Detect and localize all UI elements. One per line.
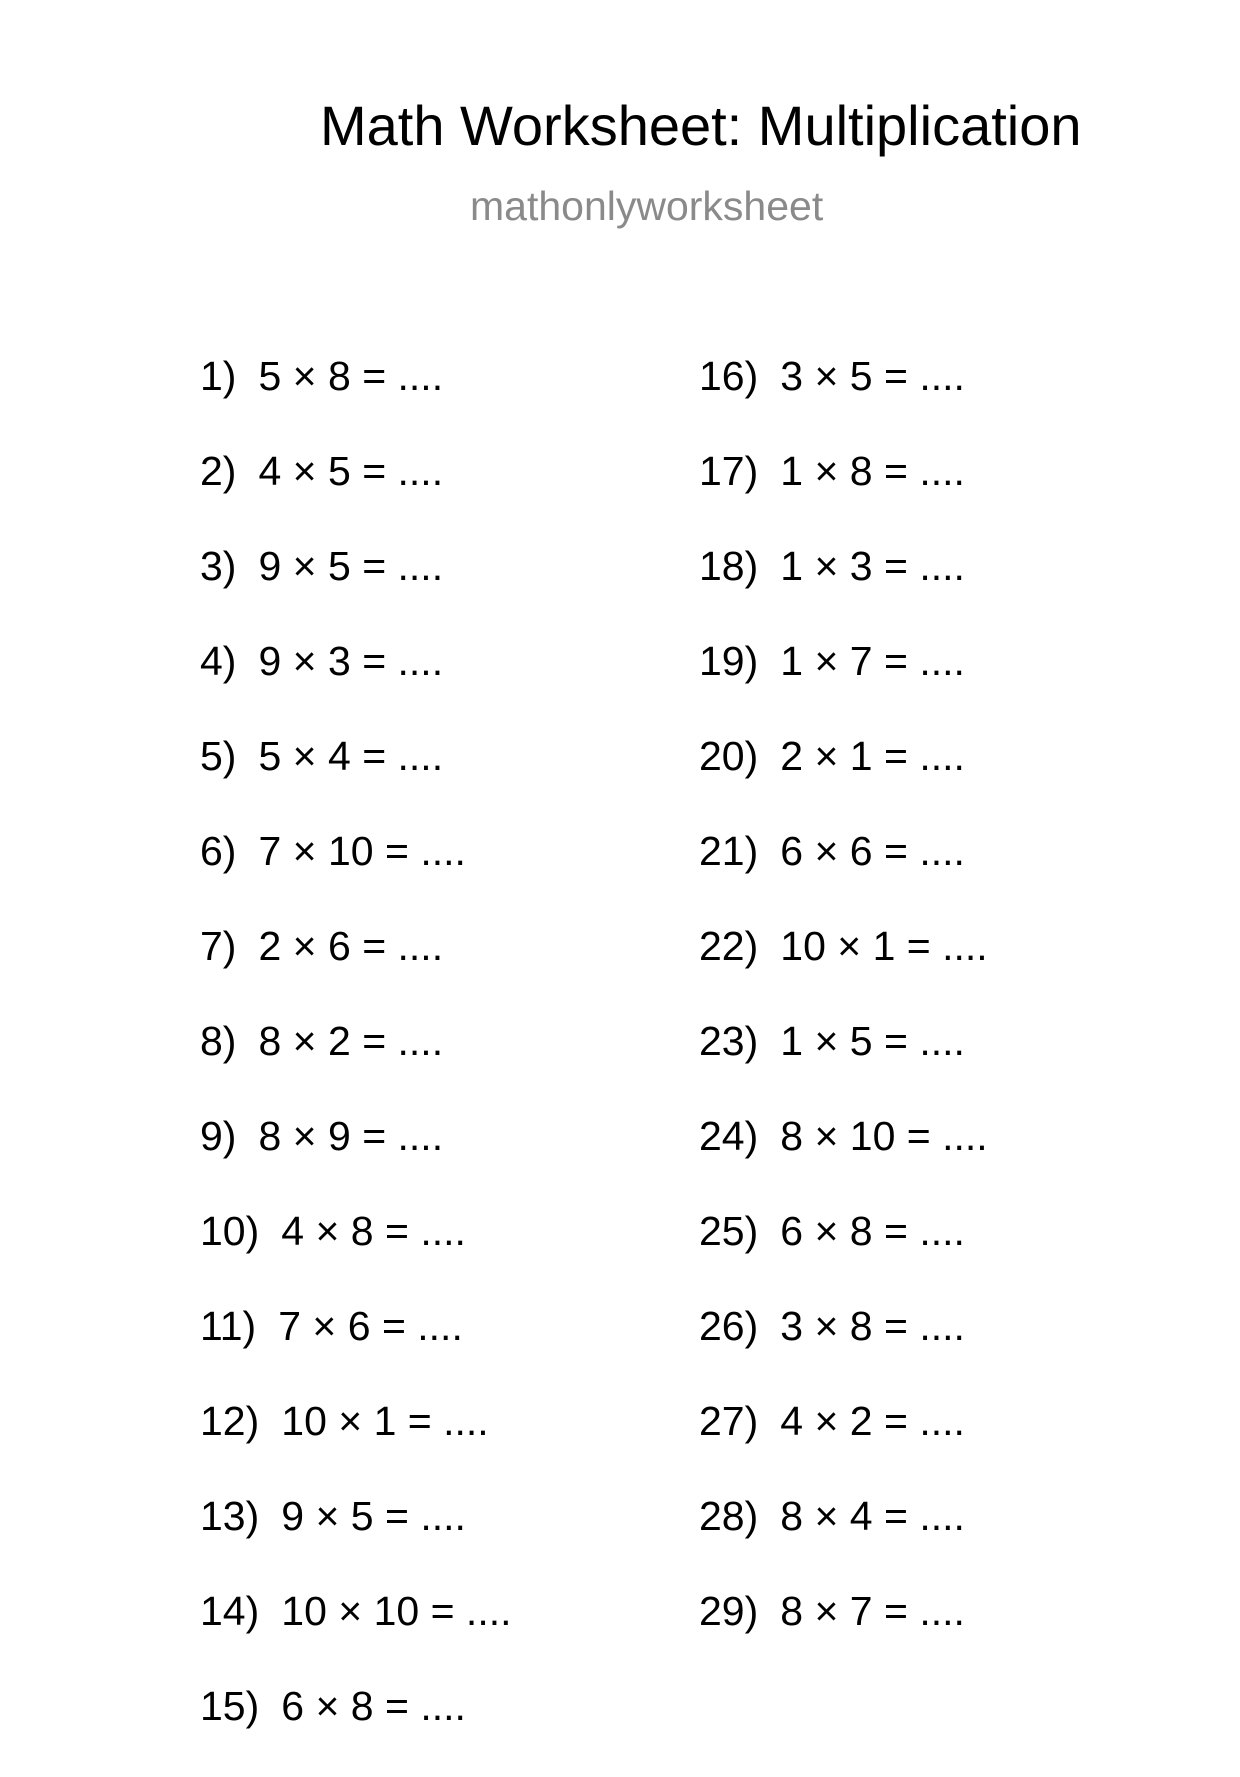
problem-expression: 6 × 8 = .... [780,1208,965,1254]
problem-number: 2) [200,448,237,494]
problem-number: 15) [200,1683,260,1729]
problem-number: 7) [200,923,237,969]
problem-number: 1) [200,353,237,399]
problem-item [200,637,512,732]
problem-item [699,542,988,637]
problem-number: 4) [200,638,237,684]
problem-expression: 9 × 5 = .... [281,1493,466,1539]
problem-item [699,1302,988,1397]
problem-item [200,922,512,1017]
problem-number: 16) [699,353,759,399]
problem-expression: 1 × 3 = .... [780,543,965,589]
worksheet-title: Math Worksheet: Multiplication [320,94,1082,157]
problem-number: 6) [200,828,237,874]
problem-expression: 8 × 2 = .... [258,1018,444,1064]
problem-number: 14) [200,1588,260,1634]
problem-item [200,542,512,637]
problem-expression: 6 × 6 = .... [780,828,965,874]
problem-item [699,1207,988,1302]
problem-number: 11) [200,1303,257,1349]
problem-expression: 4 × 5 = .... [258,448,444,494]
problem-item [699,447,988,542]
problem-number: 26) [699,1303,759,1349]
problem-expression: 2 × 6 = .... [258,923,444,969]
problem-expression: 7 × 10 = .... [258,828,466,874]
problem-item [200,1112,512,1207]
problem-item [200,1587,512,1682]
problem-item [699,922,988,1017]
problem-number: 21) [699,828,759,874]
problem-item [699,637,988,732]
problem-number: 18) [699,543,759,589]
problem-expression: 10 × 10 = .... [281,1588,512,1634]
problem-expression: 9 × 5 = .... [258,543,444,589]
problem-number: 22) [699,923,759,969]
problem-column-right [699,352,988,1682]
problem-item [200,1302,512,1397]
problem-number: 20) [699,733,759,779]
problem-number: 17) [699,448,759,494]
problem-item [200,1017,512,1112]
problem-expression: 3 × 8 = .... [780,1303,965,1349]
problem-item [200,352,512,447]
problem-number: 24) [699,1113,759,1159]
problem-number: 27) [699,1398,759,1444]
problem-number: 25) [699,1208,759,1254]
problem-item [200,1207,512,1302]
problem-expression: 9 × 3 = .... [258,638,444,684]
problem-expression: 10 × 1 = .... [281,1398,489,1444]
problem-item [699,732,988,827]
problem-expression: 8 × 9 = .... [258,1113,444,1159]
problem-expression: 4 × 2 = .... [780,1398,965,1444]
problem-item [200,1682,512,1777]
problem-expression: 5 × 8 = .... [258,353,444,399]
problem-expression: 1 × 8 = .... [780,448,965,494]
problem-number: 13) [200,1493,260,1539]
problem-item [200,447,512,542]
problem-number: 29) [699,1588,759,1634]
worksheet-subtitle: mathonlyworksheet [470,183,824,229]
problem-number: 28) [699,1493,759,1539]
problem-column-left [200,352,512,1777]
problem-number: 19) [699,638,759,684]
problem-expression: 8 × 7 = .... [780,1588,965,1634]
problem-expression: 8 × 4 = .... [780,1493,965,1539]
problem-expression: 1 × 7 = .... [780,638,965,684]
problem-number: 5) [200,733,237,779]
problem-item [699,1112,988,1207]
problem-item [200,732,512,827]
problem-expression: 6 × 8 = .... [281,1683,466,1729]
problem-expression: 2 × 1 = .... [780,733,965,779]
problem-item [200,1492,512,1587]
problem-item [200,827,512,922]
problem-item [200,1397,512,1492]
problem-expression: 4 × 8 = .... [281,1208,466,1254]
problem-item [699,1492,988,1587]
problem-item [699,1587,988,1682]
problem-item [699,1017,988,1112]
problem-item [699,827,988,922]
problem-expression: 8 × 10 = .... [780,1113,988,1159]
problem-item [699,1397,988,1492]
problem-number: 12) [200,1398,260,1444]
problem-number: 9) [200,1113,237,1159]
problem-expression: 5 × 4 = .... [258,733,444,779]
problem-expression: 7 × 6 = .... [278,1303,463,1349]
problem-number: 3) [200,543,237,589]
problem-number: 10) [200,1208,260,1254]
problem-number: 8) [200,1018,237,1064]
problem-expression: 1 × 5 = .... [780,1018,965,1064]
problem-item [699,352,988,447]
problem-expression: 10 × 1 = .... [780,923,988,969]
problem-number: 23) [699,1018,759,1064]
problem-expression: 3 × 5 = .... [780,353,965,399]
